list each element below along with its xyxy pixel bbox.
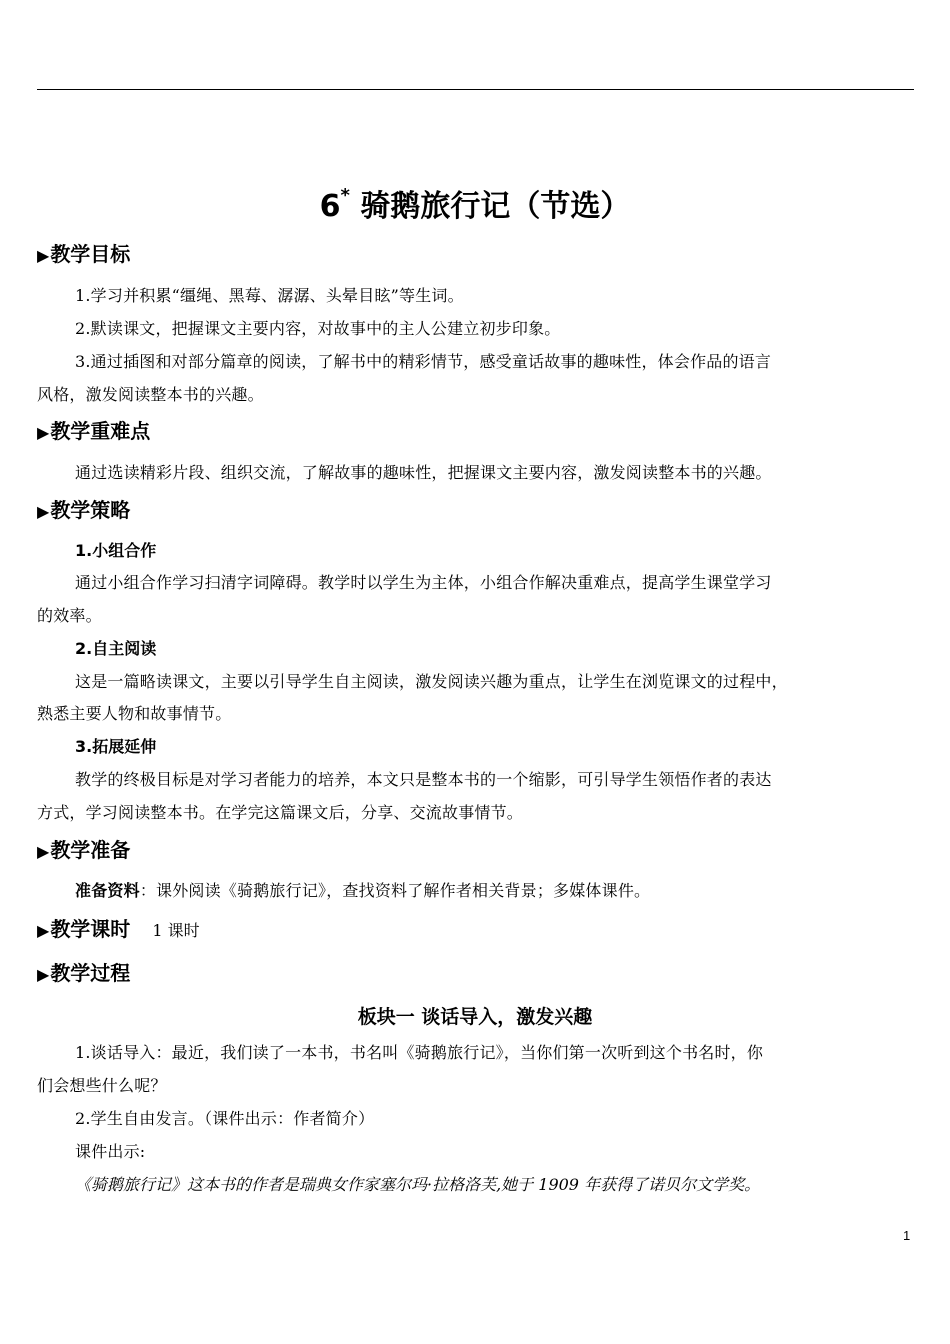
strategy-2-line-2: 熟悉主要人物和故事情节。 bbox=[37, 704, 232, 723]
block-title: 板块一 谈话导入，激发兴趣 bbox=[357, 1006, 593, 1028]
title-text: 骑鹅旅行记（节选） bbox=[349, 189, 631, 224]
process-line-2: 们会想些什么呢？ bbox=[37, 1076, 167, 1095]
title-number: 6 bbox=[319, 189, 341, 224]
process-line-4: 课件出示: bbox=[75, 1142, 146, 1161]
process-line-1: 1.谈话导入：最近，我们读了一本书，书名叫《骑鹅旅行记》，当你们第一次听到这个书名时，你 bbox=[75, 1043, 764, 1062]
page-number: 1 bbox=[903, 1228, 911, 1243]
title-asterisk: * bbox=[340, 185, 350, 206]
objective-item-2: 2.默读课文，把握课文主要内容，对故事中的主人公建立初步印象。 bbox=[75, 319, 561, 338]
preparation-body: ：课外阅读《骑鹅旅行记》，查找资料了解作者相关背景；多媒体课件。 bbox=[139, 881, 651, 900]
triangle-bullet-icon: ▶ bbox=[37, 423, 50, 442]
courseware-author-intro: 《骑鹅旅行记》这本书的作者是瑞典女作家塞尔玛·拉格洛芙,她于 1909 年获得了诺贝尔文学奖。 bbox=[75, 1175, 761, 1194]
period-value: 1 课时 bbox=[152, 921, 200, 940]
strategy-title-1: 1.小组合作 bbox=[75, 541, 157, 560]
objective-item-3: 3.通过插图和对部分篇章的阅读，了解书中的精彩情节，感受童话故事的趣味性，体会作品的语言 bbox=[75, 352, 772, 371]
objective-item-3-continued: 风格，激发阅读整本书的兴趣。 bbox=[37, 385, 264, 404]
section-heading-strategies: ▶教学策略 bbox=[37, 498, 131, 522]
strategy-title-3: 3.拓展延伸 bbox=[75, 737, 157, 756]
triangle-bullet-icon: ▶ bbox=[37, 842, 50, 861]
section-heading-key-points: ▶教学重难点 bbox=[37, 419, 151, 443]
process-line-3: 2.学生自由发言。（课件出示：作者简介） bbox=[75, 1109, 375, 1128]
section-heading-process: ▶教学过程 bbox=[37, 961, 131, 985]
strategy-2-line-1: 这是一篇略读课文，主要以引导学生自主阅读，激发阅读兴趣为重点，让学生在浏览课文的过程中， bbox=[75, 672, 788, 691]
triangle-bullet-icon: ▶ bbox=[37, 921, 50, 940]
strategy-3-line-1: 教学的终极目标是对学习者能力的培养，本文只是整本书的一个缩影，可引导学生领悟作者的表达 bbox=[75, 770, 772, 789]
triangle-bullet-icon: ▶ bbox=[37, 246, 50, 265]
strategy-3-line-2: 方式，学习阅读整本书。在学完这篇课文后，分享、交流故事情节。 bbox=[37, 803, 524, 822]
preparation-label: 准备资料 bbox=[75, 881, 140, 900]
preparation-text bbox=[75, 879, 650, 903]
triangle-bullet-icon: ▶ bbox=[37, 502, 50, 521]
section-heading-preparation: ▶教学准备 bbox=[37, 838, 131, 862]
strategy-1-line-2: 的效率。 bbox=[37, 606, 102, 625]
section-heading-objectives: ▶教学目标 bbox=[37, 242, 131, 266]
triangle-bullet-icon: ▶ bbox=[37, 965, 50, 984]
page-title bbox=[0, 178, 950, 229]
key-points-text: 通过选读精彩片段、组织交流，了解故事的趣味性，把握课文主要内容，激发阅读整本书的兴趣。 bbox=[75, 463, 772, 482]
header-rule bbox=[37, 89, 914, 90]
strategy-title-2: 2.自主阅读 bbox=[75, 639, 157, 658]
objective-item-1: 1.学习并积累“缰绳、黑莓、潺潺、头晕目眩”等生词。 bbox=[75, 286, 464, 305]
section-heading-period: ▶教学课时 1 课时 bbox=[37, 917, 200, 941]
strategy-1-line-1: 通过小组合作学习扫清字词障碍。教学时以学生为主体，小组合作解决重难点，提高学生课堂学习 bbox=[75, 573, 772, 592]
